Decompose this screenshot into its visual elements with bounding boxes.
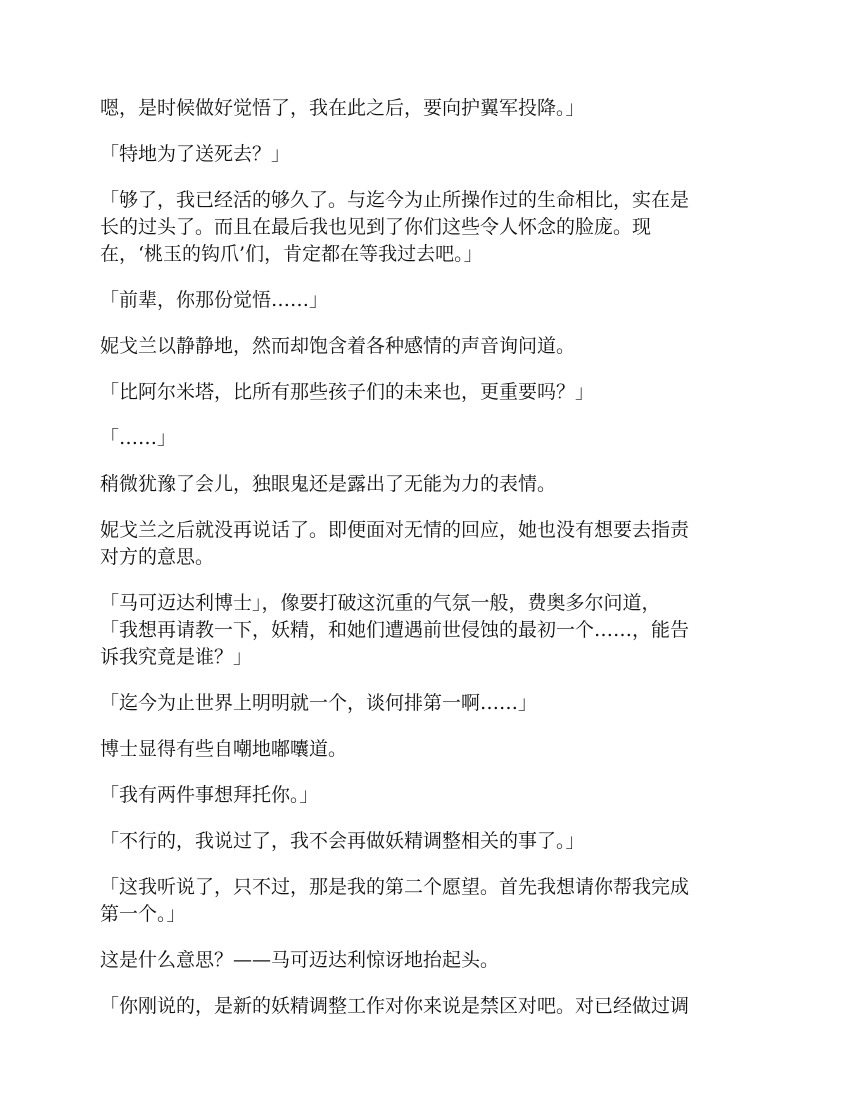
paragraph: 「前辈，你那份觉悟……」 [100,289,329,311]
paragraph: 「你刚说的，是新的妖精调整工作对你来说是禁区对吧。对已经做过调 [100,995,690,1017]
paragraph: 这是什么意思？——马可迈达利惊讶地抬起头。 [100,949,500,971]
paragraph: 「马可迈达利博士」，像要打破这沉重的气氛一般，费奥多尔问道， 「我想再请教一下，妖精，和她们遭遇前世侵蚀的最初一个……，能告 诉我究竟是谁？」 [100,592,690,668]
paragraph: 稍微犹豫了会儿，独眼鬼还是露出了无能为力的表情。 [100,473,557,495]
paragraph: 「迄今为止世界上明明就一个，谈何排第一啊……」 [100,692,538,714]
paragraph: 博士显得有些自嘲地嘟囔道。 [100,738,348,760]
paragraph: 「这我听说了，只不过，那是我的第二个愿望。首先我想请你帮我完成 第一个。」 [100,876,690,925]
paragraph: 妮戈兰以静静地，然而却饱含着各种感情的声音询问道。 [100,335,576,357]
paragraph: 「比阿尔米塔，比所有那些孩子们的未来也，更重要吗？」 [100,381,595,403]
paragraph: 「……」 [100,427,177,449]
paragraph: 「不行的，我说过了，我不会再做妖精调整相关的事了。」 [100,830,585,852]
paragraph: 「够了，我已经活的够久了。与迄今为止所操作过的生命相比，实在是 长的过头了。而且在最后我也见到了你们这些令人怀念的脸庞。现 在，‘桃玉的钩爪’们，肯定都在等我过去吧。」 [100,189,690,265]
paragraph: 嗯，是时候做好觉悟了，我在此之后，要向护翼军投降。」 [100,97,585,119]
paragraph: 妮戈兰之后就没再说话了。即便面对无情的回应，她也没有想要去指责 对方的意思。 [100,519,690,568]
document-page [100,95,750,1039]
paragraph: 「我有两件事想拜托你。」 [100,784,319,806]
paragraph: 「特地为了送死去？」 [100,143,291,165]
